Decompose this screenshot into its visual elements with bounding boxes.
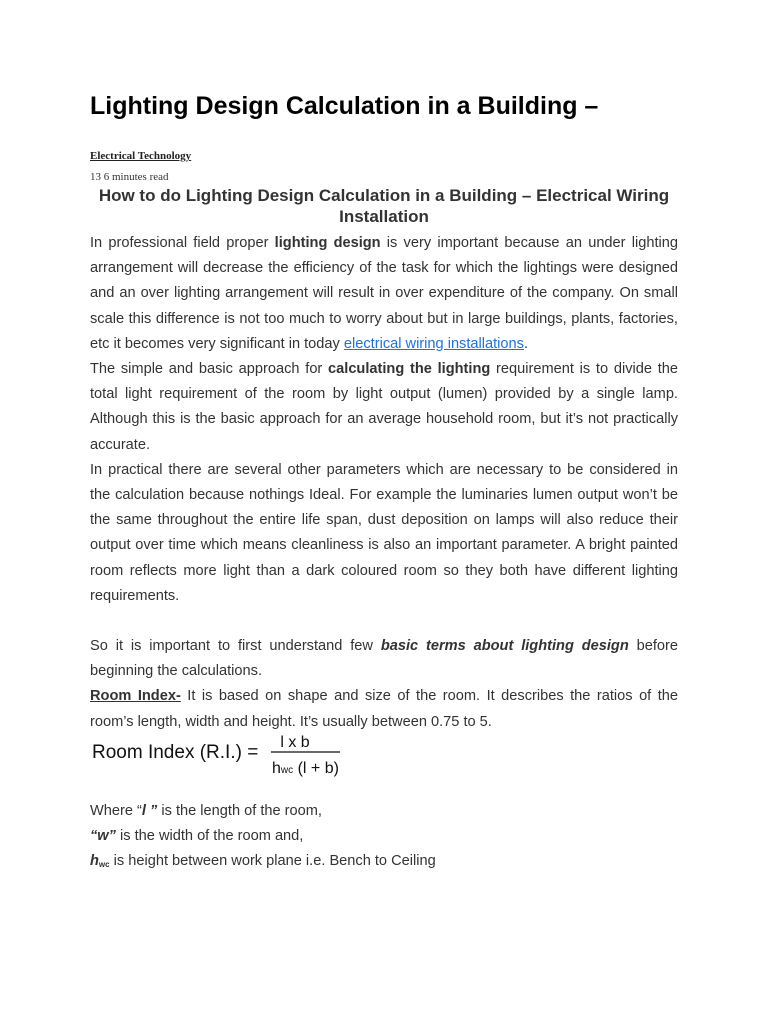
paragraph-room-index <box>90 684 678 734</box>
bold-term: calculating the lighting <box>328 361 491 378</box>
text: . <box>523 335 529 352</box>
text: is very important because an under lighting arrangement will decrease the efficiency of the task for which the lightings were designed and an over lighting arrangement will result in over expenditure of the company. On small scale this difference is not too much to worry about but in large buildings, plants, factories, etc it becomes very significant in today <box>90 235 678 352</box>
text: The simple and basic approach for <box>90 361 329 378</box>
spacer <box>90 609 678 634</box>
room-index-formula <box>90 735 678 787</box>
text: is height between work plane i.e. Bench to Ceiling <box>109 853 436 870</box>
text: So it is important to first understand few <box>90 638 381 655</box>
read-time: 13 6 minutes read <box>90 171 169 183</box>
var-l: l ” <box>141 802 158 819</box>
paragraph-basic-terms <box>90 634 678 684</box>
var-h-sub: wc <box>98 860 110 870</box>
source-link[interactable]: Electrical Technology <box>90 150 192 162</box>
text: requirement is to divide the total light requirement of the room by light output (lumen) provided by a single lamp. Although this is the basic approach for an average household room, but it’s not practically accurate. <box>90 361 678 453</box>
bold-term: lighting design <box>274 235 381 251</box>
bold-italic-term: basic terms about lighting design <box>380 638 629 655</box>
text: In professional field proper <box>90 235 275 251</box>
var-w: “w” <box>90 828 116 845</box>
article-title: Lighting Design Calculation in a Building – <box>90 92 599 120</box>
text: In practical there are several other parameters which are necessary to be considered in the calculation because nothings Ideal. For example the luminaries lumen output won’t be the same throughout the entire life span, dust deposition on lamps will also reduce their output over time which means cleanliness is also an important parameter. A bright painted room reflects more light than a dark coloured room so they both have different lighting requirements. <box>90 461 678 604</box>
text: before beginning the calculations. <box>90 638 679 680</box>
var-h: h <box>90 853 99 870</box>
text: Where “ <box>90 802 142 819</box>
text: is the width of the room and, <box>115 828 304 845</box>
def-height <box>90 849 678 877</box>
paragraph-practical <box>90 458 678 609</box>
variable-definitions <box>90 799 678 878</box>
formula-lhs: Room Index (R.I.) = <box>92 741 259 763</box>
def-width <box>90 824 678 849</box>
electrical-wiring-link[interactable]: electrical wiring installations <box>343 335 524 352</box>
article-subtitle: How to do Lighting Design Calculation in a Building – Electrical Wiring Installation <box>98 186 670 226</box>
text: is the length of the room, <box>157 802 322 819</box>
room-index-term: Room Index- <box>90 688 181 705</box>
paragraph-intro <box>90 231 678 357</box>
def-length <box>90 799 678 824</box>
formula-numerator: l x b <box>280 734 310 751</box>
text: It is based on shape and size of the room. It describes the ratios of the room’s length, width and height. It’s usually between 0.75 to 5. <box>90 688 679 730</box>
article-body <box>90 231 678 877</box>
paragraph-basic-approach <box>90 357 678 458</box>
formula-denominator: hwc (l + b) <box>272 759 339 777</box>
